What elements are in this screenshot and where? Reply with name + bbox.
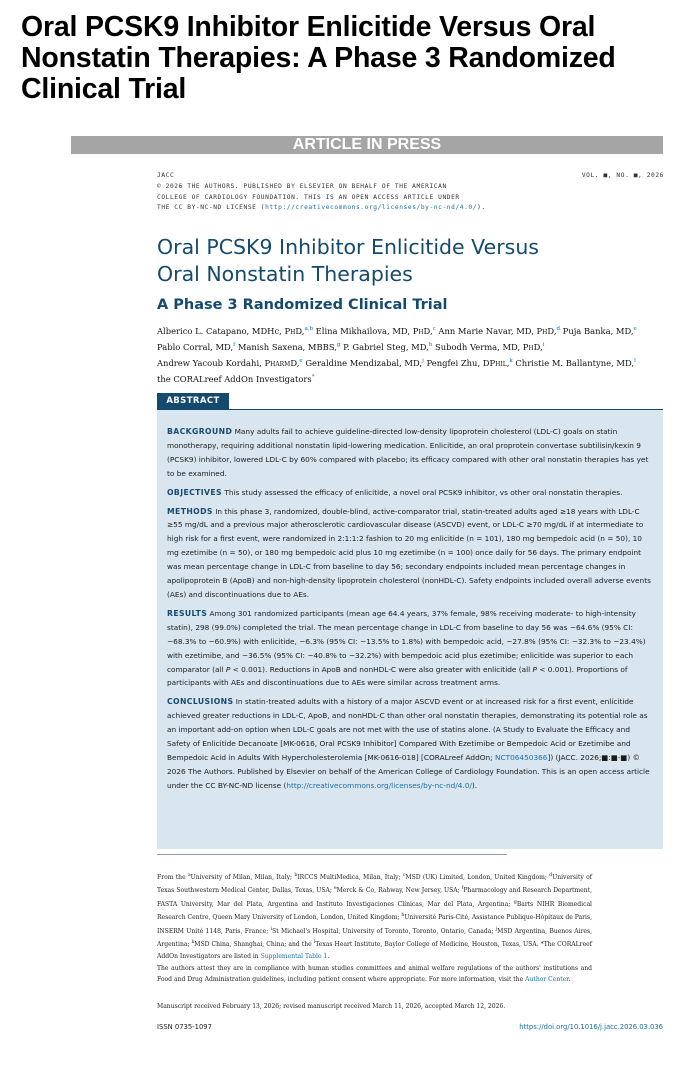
affiliation-text: MSD (UK) Limited, London, United Kingdom;: [405, 874, 550, 882]
p-symbol: P: [532, 664, 537, 674]
issn: ISSN 0735-1097: [157, 1023, 212, 1031]
background-label: BACKGROUND: [167, 427, 233, 436]
copyright-line: COLLEGE OF CARDIOLOGY FOUNDATION. THIS IS AN OPEN ACCESS ARTICLE UNDER: [157, 193, 460, 201]
conclusions-text: In statin-treated adults with a history of a major ASCVD event or at increased risk for a first event, enlicitide achieved greater reductions in LDL-C, ApoB, and nonHDL-C than other oral nonstatin therapies, demonstrating its potential role as an important add-on option when LDL-C goals are not met with the use of statins alone. (A Study to Evaluate the Efficacy and Safety of Enlicitide Decanoate [MK-0616, Oral PCSK9 Inhibitor] Compared With Ezetimibe or Bempedoic Acid or Ezetimibe and Bempedoic Acid in Adults With Hypercholesterolemia [MK-0616-018] [CORALreef AddOn;: [167, 697, 648, 762]
footnote-text: From the: [157, 874, 188, 882]
author: [424, 358, 513, 368]
author: [157, 342, 235, 352]
doi-link[interactable]: https://doi.org/10.1016/j.jacc.2026.03.036: [519, 1023, 663, 1031]
affiliation-list: [157, 874, 592, 948]
affiliation-letter: g: [513, 899, 517, 905]
author-name: Pengfei Zhu, D: [423, 358, 490, 369]
author-name: Subodh Verma, MD,: [432, 342, 523, 352]
affiliation-letter: h: [401, 913, 405, 919]
abstract-conclusions: [167, 695, 651, 792]
author: [157, 358, 303, 368]
affiliation-letter: l: [313, 940, 316, 946]
manuscript-dates: Manuscript received February 13, 2026; revised manuscript received March 11, 2026, accepted March 12, 2026.: [157, 1003, 506, 1010]
article-in-press-banner: ARTICLE IN PRESS: [71, 136, 663, 154]
p-symbol: P: [225, 664, 231, 674]
affiliation-marker[interactable]: j: [422, 358, 424, 365]
affiliation-text: Université Paris-Cité, Assistance Publique-Hôpitaux de Paris, INSERM Unité 1148, Paris, France;: [157, 914, 593, 935]
affiliation-letter: k: [191, 940, 195, 946]
author: [560, 326, 637, 336]
affiliation-text: Texas Heart Institute, Baylor College of Medicine, Houston, Texas, USA.: [315, 941, 541, 949]
author-degree: PharmD,: [264, 358, 300, 369]
author-name: P. Gabriel Steg, MD,: [340, 342, 429, 352]
author: [303, 358, 424, 368]
footnote-text: .: [568, 976, 571, 984]
author-name: Pablo Corral, MD,: [157, 342, 234, 352]
footnotes: [157, 870, 592, 987]
footnote-text: *The CORALreef AddOn Investigators are listed in: [157, 941, 592, 960]
footnote-text: The authors attest they are in compliance with human studies committees and animal welfare regulations of the authors' institutions and Food and Drug Administration guidelines, including patient consent where appropriate. For more information, visit the: [157, 964, 592, 984]
license-link[interactable]: http://creativecommons.org/licenses/by-nc-nd/4.0/: [265, 204, 478, 211]
footnote-text: .: [327, 952, 330, 960]
copyright-line: [157, 203, 486, 214]
author: [432, 342, 544, 352]
objectives-text: This study assessed the efficacy of enlicitide, a novel oral PCSK9 inhibitor, vs other oral nonstatin therapies.: [224, 487, 623, 497]
affiliation-text: MSD China, Shanghai, China; and the: [194, 941, 314, 949]
abstract-box: [157, 410, 663, 849]
author-name: Ann Marie Navar, MD,: [435, 325, 537, 336]
conclusions-text: ]) (JACC. 2026;■:■-■) © 2026 The Authors. Published by Elsevier on behalf of the American College of Cardiology Foundation. This is an open access article under the CC BY-NC-ND license (: [167, 752, 650, 790]
affiliation-marker[interactable]: a,b: [304, 326, 314, 332]
author-name: Andrew Yacoub Kordahi,: [157, 358, 265, 369]
affiliation-marker[interactable]: i: [542, 342, 545, 349]
results-text: < 0.001). Proportions of participants with AEs and discontinuations due to AEs were similar across treatment arms.: [167, 664, 628, 688]
affiliation-marker[interactable]: e: [633, 326, 637, 332]
conclusions-text: ).: [471, 780, 478, 790]
affiliation-text: IRCCS MultiMedica, Milan, Italy;: [297, 874, 403, 882]
author-name: Puja Banka, MD,: [560, 325, 634, 336]
volume-info: VOL. ■, NO. ■, 2026: [581, 172, 664, 179]
author: [157, 374, 314, 384]
article-title: [157, 234, 657, 288]
author: [235, 342, 340, 352]
author-name: Christie M. Ballantyne, MD,: [512, 358, 635, 369]
abstract-results: [167, 607, 651, 690]
affiliation-letter: d: [549, 873, 553, 878]
author: [436, 326, 560, 336]
author-degree: PhD,: [536, 325, 557, 336]
background-text: Many adults fail to achieve guideline-directed low-density lipoprotein cholesterol (LDL-C) goals on statin monotherapy, requiring additional nonstatin lipid-lowering medication. Enlicitide, an oral proprotein convertase subtilisin/kexin 9 (PCSK9) inhibitor, lowered LDL-C by 60% compared with placebo; its efficacy compared with other oral nonstatin therapies has yet to be examined.: [167, 427, 649, 478]
nct-link[interactable]: NCT06450366: [494, 752, 548, 762]
author-degree: Phil,: [489, 358, 510, 369]
results-text: Among 301 randomized participants (mean age 64.4 years, 37% female, 98% receiving moderate- to high-intensity statin), 298 (99.0%) completed the trial. The mean percentage change in LDL-C from baseline to day 56 was −64.6% (95% CI: −68.3% to −60.9%) with enlicitide, −6.3% (95% CI: −13.5% to 1.8%) with bempedoic acid, −27.8% (95% CI: −32.3% to −23.4%) with ezetimibe, and −36.5% (95% CI: −40.8% to −32.2%) with bempedoic acid plus ezetimibe; enlicitide was superior to each comparator (all: [167, 608, 646, 674]
footnote-rule: [157, 854, 507, 855]
affiliation-letter: f: [461, 886, 464, 892]
affiliation-marker[interactable]: g: [336, 342, 341, 349]
author-list: [157, 322, 662, 387]
abstract-methods: [167, 505, 651, 602]
license-link[interactable]: http://creativecommons.org/licenses/by-nc-nd/4.0/: [286, 780, 472, 790]
author: [157, 326, 313, 336]
author-name: Alberico L. Catapano, MDHc,: [157, 325, 285, 336]
methods-label: METHODS: [167, 506, 213, 516]
affiliation-text: Barts NIHR Biomedical Research Centre, Queen Mary University of London, London, United Kingdom;: [157, 900, 592, 922]
author: [313, 326, 436, 336]
copyright-line: © 2026 THE AUTHORS. PUBLISHED BY ELSEVIER ON BEHALF OF THE AMERICAN: [157, 183, 447, 190]
affiliation-letter: a: [187, 873, 191, 878]
affiliation-marker[interactable]: f: [233, 342, 236, 349]
affiliation-letter: b: [294, 873, 298, 878]
affiliation-marker[interactable]: d: [556, 326, 561, 332]
copyright-notice: [157, 182, 486, 214]
author: [513, 358, 636, 368]
affiliation-text: University of Milan, Milan, Italy;: [190, 874, 295, 882]
page-title: Oral PCSK9 Inhibitor Enlicitide Versus Oral Nonstatin Therapies: A Phase 3 Randomized Clinical Trial: [21, 11, 616, 105]
affiliation-text: Merck & Co, Rahway, New Jersey, USA;: [336, 887, 462, 895]
author-name: Geraldine Mendizabal, MD,: [302, 358, 423, 369]
article-subtitle: A Phase 3 Randomized Clinical Trial: [157, 297, 448, 313]
affiliation-text: Pharmacology and Research Department, FASTA University, Mar del Plata, Argentina and Instituto Investigaciones Clínicas, Mar del Plata, Argentina;: [157, 887, 592, 908]
results-text: < 0.001). Reductions in ApoB and nonHDL-C were also greater with enlicitide (all: [230, 664, 533, 674]
copyright-text: THE CC BY-NC-ND LICENSE (: [157, 204, 266, 211]
attestation-footnote: [157, 963, 592, 986]
copyright-text: ).: [477, 204, 486, 211]
objectives-label: OBJECTIVES: [167, 487, 222, 497]
affiliation-marker[interactable]: *: [311, 374, 315, 381]
author-name: the CORALreef AddOn Investigators: [157, 374, 312, 385]
affiliation-marker[interactable]: l: [634, 358, 636, 365]
supplemental-table-link[interactable]: Supplemental Table 1: [260, 952, 328, 960]
affiliation-text: University of Texas Southwestern Medical Center, Dallas, Texas, USA;: [157, 874, 592, 895]
affiliation-letter: j: [495, 926, 498, 932]
author-degree: PhD,: [412, 325, 433, 336]
affiliation-letter: e: [333, 886, 337, 892]
methods-text: In this phase 3, randomized, double-blind, active-comparator trial, statin-treated adults aged ≥18 years with LDL-C ≥55 mg/dL and a previous major atherosclerotic cardiovascular disease (ASCVD) event, or LDL-C ≥70 mg/dL if at intermediate to high risk for a first event, were randomized in 2:1:1:2 fashion to 20 mg enlicitide (n = 101), 180 mg bempedoic acid (n = 50), 10 mg ezetimibe (n = 50), or 180 mg bempedoic acid plus 10 mg ezetimibe (n = 100) once daily for 56 days. The primary endpoint was mean percentage change in LDL-C from baseline to day 56; secondary endpoints included mean percentage changes in apolipoprotein B (ApoB) and non-high-density lipoprotein cholesterol (nonHDL-C). Safety endpoints included overall adverse events (AEs) and discontinuations due to AEs.: [167, 506, 651, 599]
affiliation-text: St Michael's Hospital, University of Toronto, Toronto, Ontario, Canada;: [272, 927, 496, 935]
results-label: RESULTS: [167, 608, 208, 618]
affiliation-text: MSD Argentina, Buenos Aires, Argentina;: [157, 927, 592, 949]
author-center-link[interactable]: Author Center: [525, 976, 569, 984]
affiliation-marker[interactable]: c: [432, 326, 436, 332]
affiliations-footnote: [157, 870, 592, 962]
author-degree: PhD,: [522, 342, 543, 352]
affiliation-letter: i: [270, 926, 273, 932]
affiliation-marker[interactable]: k: [509, 358, 513, 365]
abstract-objectives: [167, 486, 651, 500]
abstract-background: [167, 425, 651, 481]
author-degree: PhD,: [284, 325, 305, 336]
author-name: Manish Saxena, MBBS,: [235, 342, 337, 352]
affiliation-marker[interactable]: h: [428, 342, 433, 349]
article-title-line: Oral PCSK9 Inhibitor Enlicitide Versus: [157, 235, 539, 259]
affiliation-marker[interactable]: e: [299, 358, 303, 365]
author: [340, 342, 432, 352]
conclusions-label: CONCLUSIONS: [167, 697, 234, 707]
article-title-line: Oral Nonstatin Therapies: [157, 262, 413, 286]
journal-name: JACC: [157, 172, 175, 179]
abstract-tab: ABSTRACT: [157, 393, 229, 409]
author-name: Elina Mikhailova, MD,: [313, 325, 413, 336]
affiliation-letter: c: [402, 873, 406, 878]
